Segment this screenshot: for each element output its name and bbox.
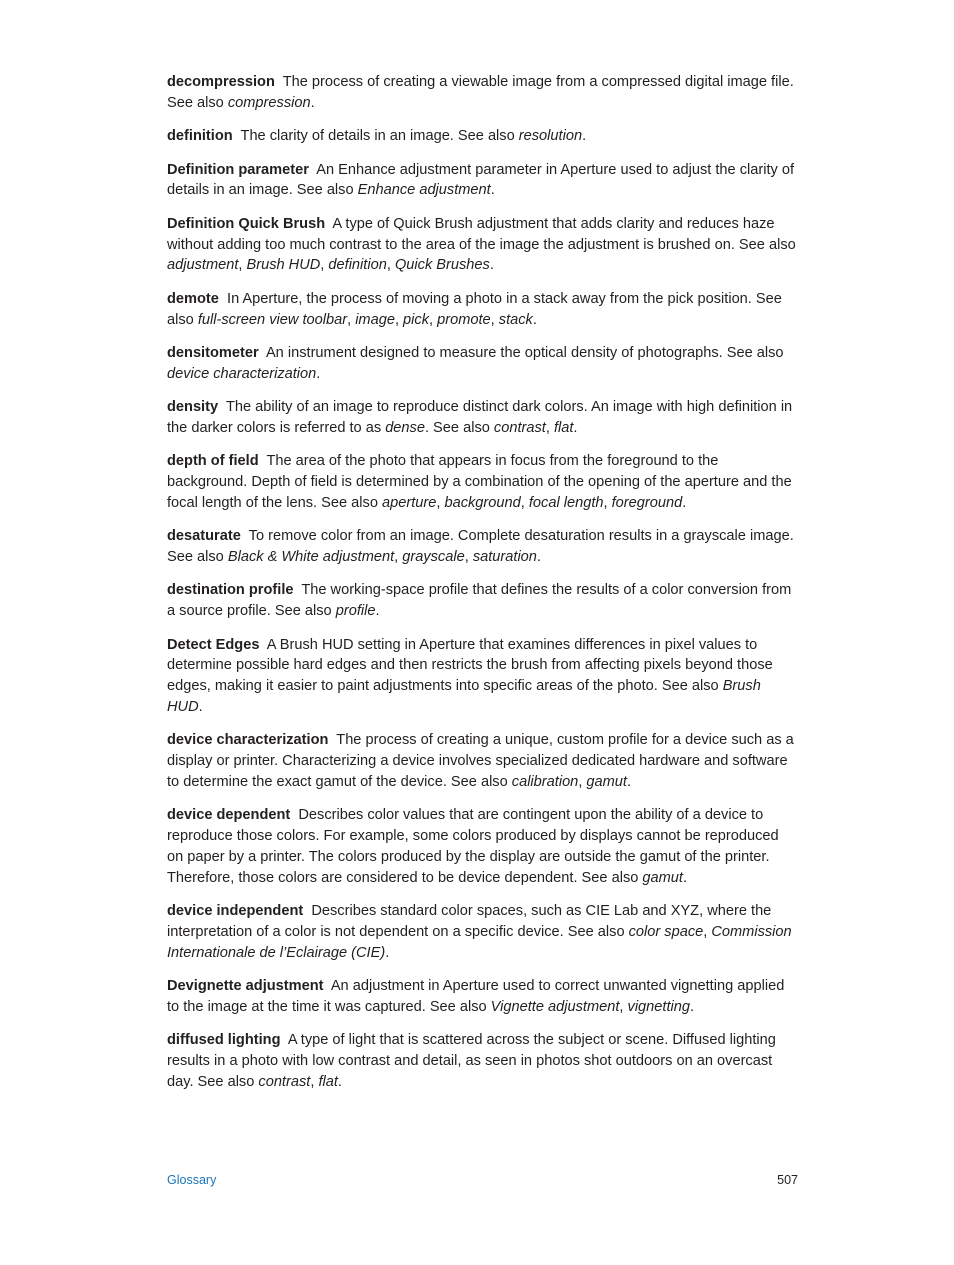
- cross-reference: Brush HUD: [246, 257, 321, 274]
- definition-text: ,: [619, 999, 628, 1015]
- cross-reference: saturation: [472, 549, 537, 566]
- definition-text: ,: [436, 494, 445, 511]
- definition-text: An instrument designed to measure the optical density of photographs. See also: [265, 344, 784, 361]
- definition-text: ,: [394, 311, 404, 328]
- definition-text: ,: [310, 1073, 319, 1090]
- definition-text: An Enhance adjustment parameter in Aperture used to adjust the clarity of details in an image. See also: [167, 161, 795, 199]
- cross-reference: Black & White adjustment: [227, 549, 395, 566]
- glossary-entry: [167, 635, 797, 718]
- definition-text: .: [573, 419, 578, 436]
- glossary-entry: [167, 526, 797, 568]
- glossary-entry: [167, 580, 797, 622]
- definition-text: ,: [703, 924, 712, 941]
- cross-reference: promote: [437, 311, 491, 328]
- glossary-entry: [167, 730, 797, 792]
- cross-reference: focal length: [528, 494, 604, 511]
- definition-text: ,: [347, 311, 356, 328]
- glossary-term: device independent: [167, 903, 304, 920]
- glossary-entry: [167, 343, 797, 385]
- glossary-term: depth of field: [167, 453, 259, 470]
- cross-reference: contrast: [493, 419, 546, 436]
- page-number: 507: [777, 1173, 798, 1187]
- definition-text: .: [582, 128, 587, 145]
- definition-text: In Aperture, the process of moving a photo in a stack away from the pick position. See also: [167, 290, 782, 328]
- definition-text: .: [532, 311, 537, 328]
- definition-text: .: [316, 365, 321, 382]
- cross-reference: image: [355, 311, 395, 328]
- definition-text: The area of the photo that appears in focus from the foreground to the background. Depth of field is determined by a combination of the opening of the aperture and the focal length of the lens. See also: [167, 453, 792, 511]
- definition-text: The process of creating a unique, custom profile for a device such as a display or printer. Characterizing a device involves specialized dedicated hardware and software to determine the exact gamut of the device. See also: [167, 732, 794, 791]
- definition-text: The ability of an image to reproduce distinct dark colors. An image with high definition in the darker colors is referred to as: [167, 399, 793, 436]
- definition-text: ,: [545, 419, 554, 436]
- definition-text: Describes standard color spaces, such as CIE Lab and XYZ, where the interpretation of a color is not dependent on a specific device. See also: [167, 903, 772, 941]
- glossary-term: density: [167, 399, 219, 416]
- definition-text: ,: [464, 549, 473, 566]
- glossary-term: device characterization: [167, 732, 329, 749]
- cross-reference: stack: [498, 311, 533, 328]
- definition-text: .: [626, 774, 632, 791]
- cross-reference: vignetting: [627, 999, 690, 1015]
- cross-reference: aperture: [382, 494, 437, 511]
- glossary-entry: [167, 1030, 797, 1092]
- cross-reference: Brush HUD: [167, 678, 761, 716]
- definition-text: .: [682, 494, 687, 511]
- glossary-entry: [167, 72, 797, 114]
- glossary-term: device dependent: [167, 807, 291, 824]
- cross-reference: Vignette adjustment: [490, 999, 620, 1015]
- glossary-entries: [167, 72, 797, 1105]
- cross-reference: flat: [318, 1073, 338, 1090]
- definition-text: .: [490, 182, 495, 199]
- footer-section-link[interactable]: Glossary: [167, 1173, 217, 1187]
- definition-text: The process of creating a viewable image from a compressed digital image file. See also: [167, 74, 794, 111]
- glossary-entry: [167, 214, 797, 276]
- definition-text: ,: [386, 257, 395, 274]
- glossary-entry: [167, 451, 797, 513]
- glossary-term: Definition parameter: [167, 161, 309, 178]
- glossary-entry: [167, 397, 797, 439]
- glossary-term: Devignette adjustment: [167, 978, 324, 995]
- definition-text: .: [375, 603, 380, 620]
- glossary-entry: [167, 976, 797, 1018]
- cross-reference: definition: [328, 257, 387, 274]
- glossary-term: desaturate: [167, 528, 241, 545]
- glossary-entry: [167, 126, 797, 147]
- definition-text: ,: [490, 311, 499, 328]
- cross-reference: gamut: [586, 774, 627, 791]
- definition-text: ,: [520, 494, 529, 511]
- definition-text: ,: [429, 311, 438, 328]
- cross-reference: Enhance adjustment: [357, 182, 491, 199]
- definition-text: Describes color values that are contingent upon the ability of a device to reproduce those colors. For example, some colors produced by displays cannot be reproduced on paper by a printer. The colors produced by the display are outside the gamut of the printer. Therefore, those colors are considered to be device dependent. See also: [167, 807, 779, 886]
- cross-reference: profile: [335, 603, 376, 620]
- cross-reference: pick: [403, 311, 429, 328]
- cross-reference: device characterization: [167, 365, 317, 382]
- cross-reference: color space: [628, 924, 704, 941]
- definition-text: ,: [578, 774, 587, 791]
- definition-text: .: [337, 1073, 342, 1090]
- definition-text: .: [690, 999, 695, 1015]
- definition-text: To remove color from an image. Complete desaturation results in a grayscale image. See also: [167, 528, 794, 566]
- glossary-entry: [167, 160, 797, 202]
- definition-text: The clarity of details in an image. See also: [240, 128, 519, 145]
- glossary-term: Detect Edges: [167, 636, 260, 653]
- definition-text: .: [198, 699, 203, 716]
- cross-reference: resolution: [518, 128, 583, 145]
- glossary-entry: [167, 289, 797, 331]
- cross-reference: gamut: [642, 869, 683, 886]
- definition-text: A type of light that is scattered across the subject or scene. Diffused lighting results in a photo with low contrast and detail, as seen in photos shot outdoors on an overcast day. See also: [167, 1032, 776, 1090]
- definition-text: .: [536, 549, 541, 566]
- glossary-term: Definition Quick Brush: [167, 215, 326, 232]
- glossary-entry: [167, 901, 797, 963]
- cross-reference: contrast: [258, 1073, 311, 1090]
- definition-text: ,: [394, 549, 403, 566]
- glossary-term: definition: [167, 128, 233, 145]
- definition-text: . See also: [424, 419, 494, 436]
- definition-text: A type of Quick Brush adjustment that adds clarity and reduces haze without adding too much contrast to the area of the image the adjustment is brushed on. See also: [167, 215, 796, 253]
- glossary-term: destination profile: [167, 582, 294, 599]
- cross-reference: adjustment: [167, 257, 239, 274]
- definition-text: The working-space profile that defines the results of a color conversion from a source profile. See also: [167, 582, 792, 620]
- cross-reference: Quick Brushes: [394, 257, 490, 274]
- cross-reference: dense: [385, 419, 425, 436]
- glossary-term: decompression: [167, 74, 275, 90]
- definition-text: ,: [238, 257, 247, 274]
- definition-text: ,: [320, 257, 329, 274]
- cross-reference: background: [444, 494, 521, 511]
- definition-text: .: [682, 869, 688, 886]
- cross-reference: Commission Internationale de l’Eclairage (CIE): [167, 924, 792, 961]
- definition-text: ,: [603, 494, 612, 511]
- glossary-term: densitometer: [167, 344, 259, 361]
- glossary-entry: [167, 805, 797, 888]
- cross-reference: flat: [553, 419, 574, 436]
- definition-text: .: [385, 944, 390, 961]
- definition-text: .: [489, 257, 494, 274]
- glossary-term: diffused lighting: [167, 1032, 281, 1049]
- cross-reference: full-screen view toolbar: [197, 311, 348, 328]
- glossary-term: demote: [167, 290, 219, 307]
- cross-reference: foreground: [611, 494, 683, 511]
- cross-reference: grayscale: [402, 549, 465, 566]
- definition-text: An adjustment in Aperture used to correct unwanted vignetting applied to the image at the time it was captured. See also: [167, 978, 785, 1015]
- definition-text: .: [310, 94, 315, 111]
- definition-text: A Brush HUD setting in Aperture that examines differences in pixel values to determine possible hard edges and then restricts the brush from affecting pixels beyond those edges, making it easier to paint adjustments into specific areas of the photo. See also: [167, 636, 773, 695]
- cross-reference: calibration: [511, 774, 579, 791]
- cross-reference: compression: [227, 94, 311, 111]
